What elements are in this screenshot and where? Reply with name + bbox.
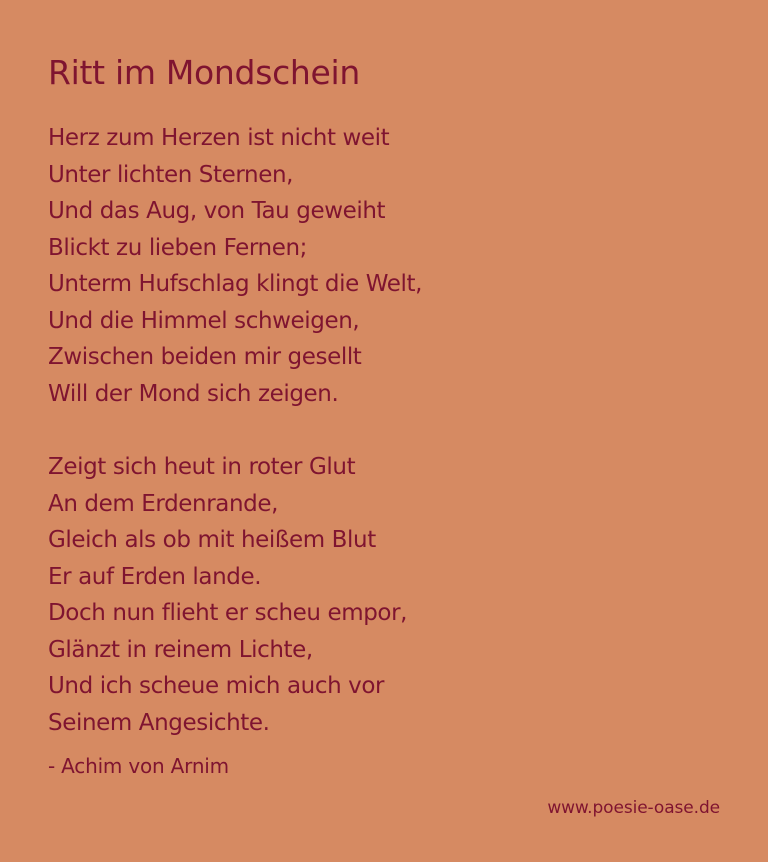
poem-line: Seinem Angesichte. <box>48 709 270 736</box>
stanza-1 <box>48 120 422 412</box>
poem-line: Glänzt in reinem Lichte, <box>48 636 313 663</box>
poem-line: Zeigt sich heut in roter Glut <box>48 454 356 480</box>
poem-title: Ritt im Mondschein <box>48 53 361 92</box>
poem-line: Er auf Erden lande. <box>48 563 262 590</box>
poem-line: Gleich als ob mit heißem Blut <box>48 527 376 553</box>
poem-line: Doch nun flieht er scheu empor, <box>48 600 408 626</box>
poem-line: Und das Aug, von Tau geweiht <box>48 198 386 224</box>
poem-line: Und die Himmel schweigen, <box>48 307 360 334</box>
poem-line: Unter lichten Sternen, <box>48 161 294 188</box>
poem-line: Und ich scheue mich auch vor <box>48 673 385 699</box>
poem-line: Zwischen beiden mir gesellt <box>48 344 362 370</box>
stanza-2 <box>48 449 407 741</box>
poem-line: Unterm Hufschlag klingt die Welt, <box>48 271 423 297</box>
poem-line: Blickt zu lieben Fernen; <box>48 234 308 261</box>
website-credit: www.poesie-oase.de <box>547 798 720 818</box>
poem-line: Herz zum Herzen ist nicht weit <box>48 125 390 151</box>
poem-line: An dem Erdenrande, <box>48 490 278 517</box>
poem-line: Will der Mond sich zeigen. <box>48 380 339 407</box>
poem-author: - Achim von Arnim <box>48 754 229 778</box>
